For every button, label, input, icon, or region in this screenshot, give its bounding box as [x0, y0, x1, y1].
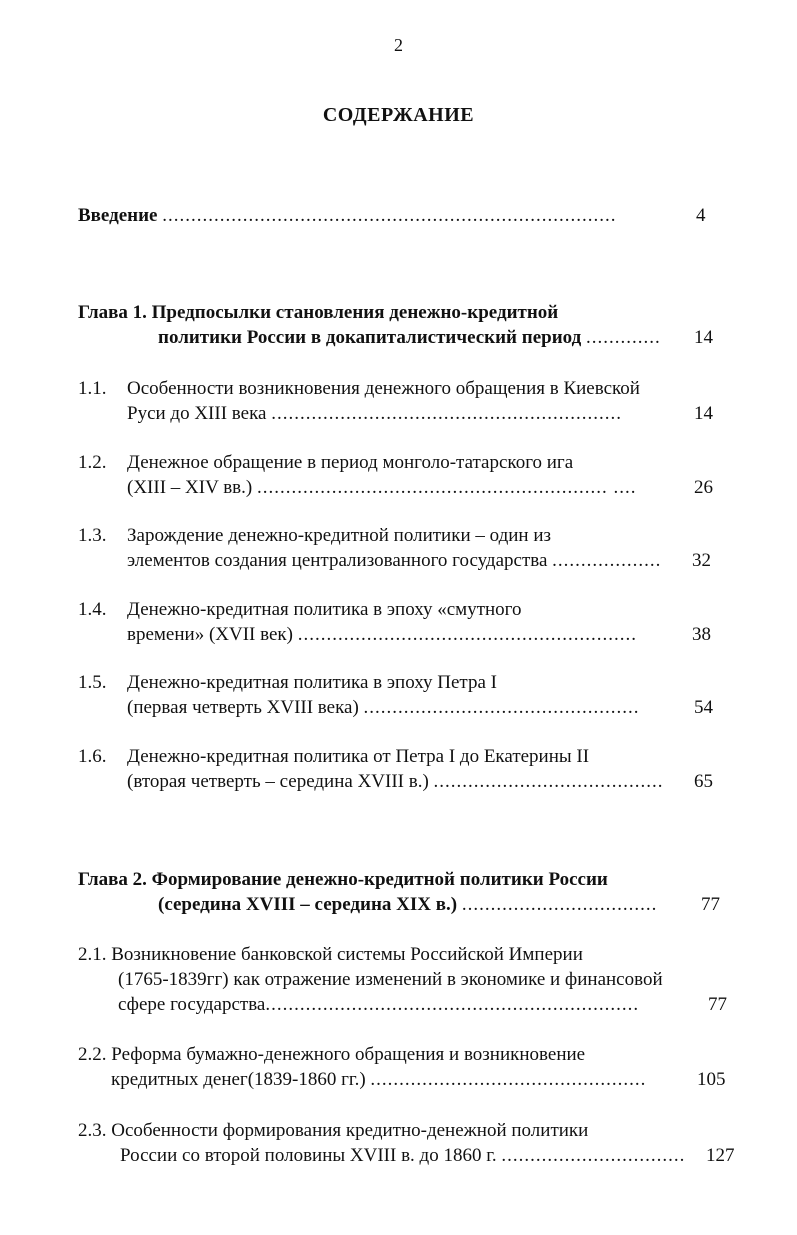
section-page: 26: [694, 477, 713, 498]
section-number: 1.6.: [78, 746, 107, 767]
section-dots: ........................................: [433, 771, 664, 792]
section-title-line1: Особенности возникновения денежного обращения в Киевской: [127, 378, 640, 399]
chapter2-line2: (середина XVIII – середина XIX в.): [158, 894, 458, 915]
section-title-line2: (первая четверть XVIII века): [127, 697, 359, 718]
chapter1-page: 14: [694, 327, 713, 348]
section-title-line1: Денежное обращение в период монголо-татарского ига: [127, 452, 574, 473]
section-title-line3: сфере государства: [118, 994, 266, 1015]
section-title-line1: Денежно-кредитная политика от Петра I до Екатерины II: [127, 746, 590, 767]
section-title-line2: (1765-1839гг) как отражение изменений в экономике и финансовой: [118, 969, 663, 990]
chapter1-label: Глава 1.: [78, 302, 147, 323]
section-title-line2: кредитных денег(1839-1860 гг.): [111, 1069, 366, 1090]
section-title-line1: Возникновение банковской системы Российской Империи: [111, 944, 583, 965]
section-number: 1.4.: [78, 599, 107, 620]
chapter2-page: 77: [701, 894, 720, 915]
section-title-line2: Руси до XIII века: [127, 403, 267, 424]
section-dots: ................................................: [363, 697, 640, 718]
section-number: 2.2.: [78, 1044, 107, 1065]
toc-section: [78, 450, 718, 500]
toc-section: [78, 376, 718, 426]
section-title-line2: (XIII – XIV вв.): [127, 477, 253, 498]
section-number: 1.3.: [78, 525, 107, 546]
section-title-line2: (вторая четверть – середина XVIII в.): [127, 771, 429, 792]
chapter2-label: Глава 2.: [78, 869, 147, 890]
toc-section: [78, 942, 738, 1017]
toc-section: [78, 1042, 738, 1092]
intro-label: Введение: [78, 205, 158, 226]
section-title-line1: Денежно-кредитная политика в эпоху Петра I: [127, 672, 497, 693]
section-title-line1: Реформа бумажно-денежного обращения и возникновение: [111, 1044, 586, 1065]
section-number: 2.3.: [78, 1120, 107, 1141]
section-dots: .............................................................: [271, 403, 622, 424]
section-page: 65: [694, 771, 713, 792]
section-page: 105: [697, 1069, 726, 1090]
section-number: 1.5.: [78, 672, 107, 693]
toc-section: [78, 597, 718, 647]
section-number: 1.1.: [78, 378, 107, 399]
section-dots: ................................: [501, 1145, 686, 1166]
section-page: 32: [692, 550, 711, 571]
chapter2-dots: ..................................: [461, 894, 658, 915]
section-number: 1.2.: [78, 452, 107, 473]
section-title-line2: элементов создания централизованного государства: [127, 550, 548, 571]
section-dots: ...........................................................: [297, 624, 637, 645]
chapter1-line1: Предпосылки становления денежно-кредитной: [151, 302, 559, 323]
intro-dots: ...............................................................................: [162, 205, 617, 226]
section-title-line1: Денежно-кредитная политика в эпоху «смутного: [127, 599, 522, 620]
section-page: 38: [692, 624, 711, 645]
chapter1-line2: политики России в докапиталистический период: [158, 327, 582, 348]
toc-entry-intro: [78, 203, 712, 228]
toc-chapter-2: [78, 867, 738, 917]
page-number: 2: [394, 35, 403, 55]
toc-title: СОДЕРЖАНИЕ: [322, 104, 475, 126]
chapter2-line1: Формирование денежно-кредитной политики России: [151, 869, 608, 890]
section-page: 127: [706, 1145, 735, 1166]
section-page: 77: [708, 994, 727, 1015]
section-number: 2.1.: [78, 944, 107, 965]
section-title-line1: Зарождение денежно-кредитной политики – один из: [127, 525, 552, 546]
section-title-line1: Особенности формирования кредитно-денежной политики: [111, 1120, 589, 1141]
section-dots: .................................................................: [265, 994, 640, 1015]
section-dots: ................................................: [370, 1069, 647, 1090]
toc-section: [78, 670, 718, 720]
toc-section: [78, 744, 718, 794]
chapter1-dots: .............: [585, 327, 661, 348]
section-dots: ...................: [552, 550, 662, 571]
section-page: 54: [694, 697, 713, 718]
section-title-line2: времени» (XVII век): [127, 624, 293, 645]
toc-section: [78, 1118, 738, 1168]
toc-section: [78, 523, 718, 573]
toc-chapter-1: [78, 300, 718, 350]
section-page: 14: [694, 403, 713, 424]
section-dots: ............................................................. ....: [256, 477, 637, 498]
intro-page: 4: [696, 205, 706, 226]
section-title-line2: России со второй половины XVIII в. до 1860 г.: [120, 1145, 497, 1166]
